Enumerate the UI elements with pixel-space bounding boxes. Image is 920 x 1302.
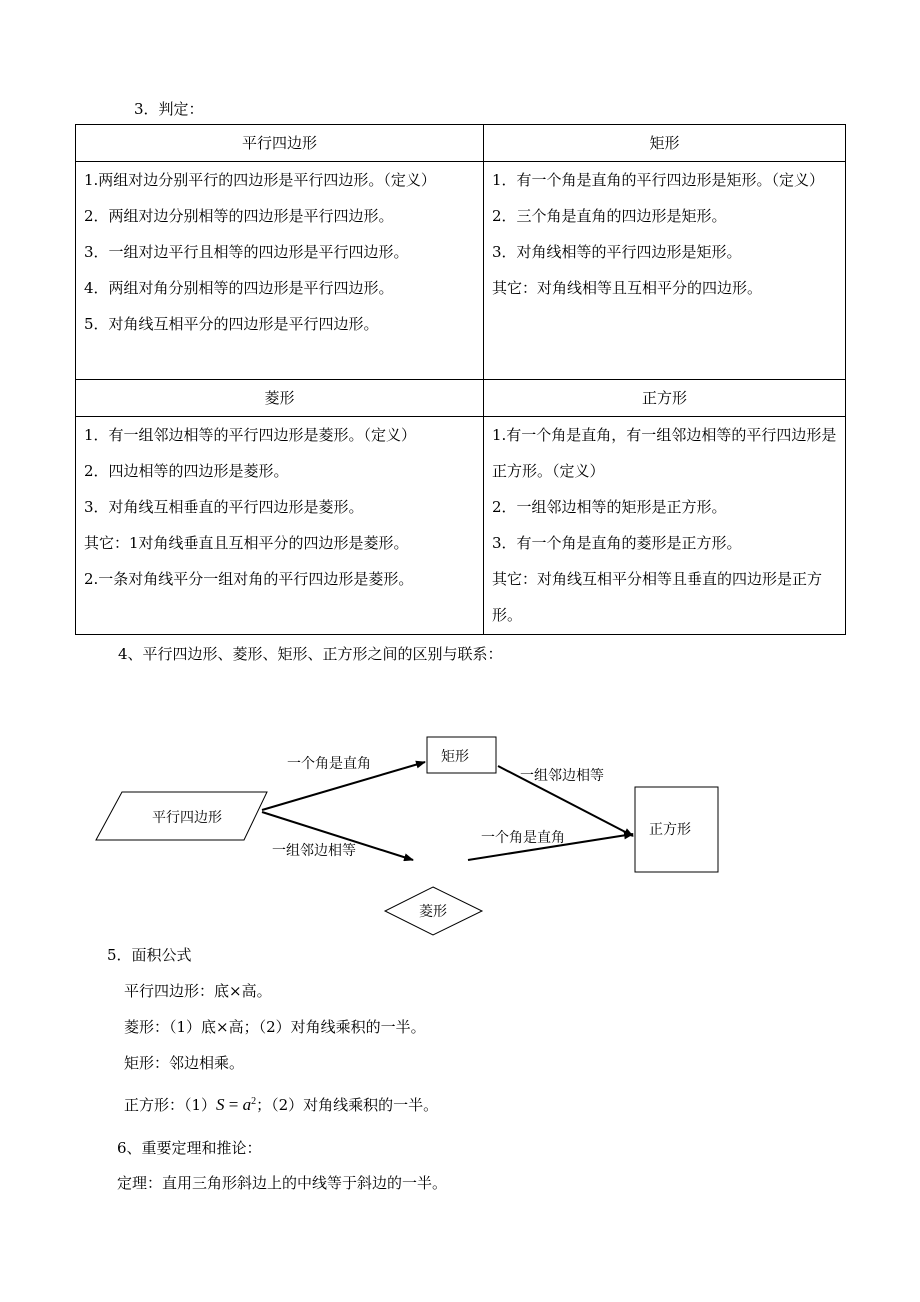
- section-5-title: 5．面积公式: [107, 946, 192, 964]
- square-header: 正方形: [484, 380, 846, 417]
- rectangle-criterion: 其它：对角线相等且互相平分的四边形。: [492, 279, 763, 297]
- rectangle-criterion: 2．三个角是直角的四边形是矩形。: [492, 207, 727, 225]
- formula-equals: =: [224, 1095, 243, 1114]
- parallelogram-criterion: 2．两组对边分别相等的四边形是平行四边形。: [84, 207, 394, 225]
- rhombus-criterion: 1．有一组邻边相等的平行四边形是菱形。（定义）: [84, 426, 417, 444]
- parallelogram-criteria-cell: [76, 162, 484, 380]
- rhombus-criterion: 2．四边相等的四边形是菱形。: [84, 462, 289, 480]
- edge-label-para-to-rect: 一个角是直角: [287, 756, 371, 772]
- edge-label-para-to-rhombus: 一组邻边相等: [272, 843, 356, 859]
- square-criterion: 2．一组邻边相等的矩形是正方形。: [492, 498, 727, 516]
- rectangle-header: 矩形: [484, 125, 846, 162]
- rectangle-criteria-cell: [484, 162, 846, 380]
- relationship-diagram: [0, 700, 920, 945]
- formula-a: a: [242, 1095, 252, 1114]
- area-rectangle: 矩形：邻边相乘。: [124, 1054, 245, 1072]
- theorem-text: 定理：直用三角形斜边上的中线等于斜边的一半。: [117, 1174, 448, 1192]
- section-3-title: 3．判定：: [134, 100, 204, 118]
- rhombus-criterion: 2.一条对角线平分一组对角的平行四边形是菱形。: [84, 570, 414, 588]
- parallelogram-header: 平行四边形: [76, 125, 484, 162]
- square-criterion: 其它：对角线互相平分相等且垂直的四边形是正方形。: [492, 570, 823, 624]
- area-rhombus: 菱形：（1）底×高；（2）对角线乘积的一半。: [124, 1018, 426, 1036]
- edge-label-rect-to-square: 一组邻边相等: [520, 768, 604, 784]
- section-4-title: 4、平行四边形、菱形、矩形、正方形之间的区别与联系：: [118, 645, 503, 663]
- area-square-suffix: ；（2）对角线乘积的一半。: [256, 1096, 439, 1114]
- parallelogram-criterion: 1.两组对边分别平行的四边形是平行四边形。（定义）: [84, 171, 436, 189]
- rhombus-criterion: 3．对角线互相垂直的平行四边形是菱形。: [84, 498, 364, 516]
- area-square-prefix: 正方形：（1）: [124, 1096, 217, 1114]
- parallelogram-criterion: 3．一组对边平行且相等的四边形是平行四边形。: [84, 243, 409, 261]
- area-parallelogram: 平行四边形：底×高。: [124, 982, 272, 1000]
- parallelogram-criterion: 5．对角线互相平分的四边形是平行四边形。: [84, 315, 379, 333]
- section-6-title: 6、重要定理和推论：: [117, 1139, 262, 1157]
- rhombus-node-label: 菱形: [419, 904, 447, 920]
- square-criterion: 3．有一个角是直角的菱形是正方形。: [492, 534, 742, 552]
- square-node-label: 正方形: [649, 822, 691, 838]
- rectangle-node-label: 矩形: [441, 749, 469, 765]
- rhombus-criterion: 其它：1对角线垂直且互相平分的四边形是菱形。: [84, 534, 409, 552]
- parallelogram-node-label: 平行四边形: [152, 810, 222, 826]
- rectangle-criterion: 1．有一个角是直角的平行四边形是矩形。（定义）: [492, 171, 825, 189]
- parallelogram-criterion: 4．两组对角分别相等的四边形是平行四边形。: [84, 279, 394, 297]
- formula-s: S: [216, 1095, 225, 1114]
- rectangle-criterion: 3．对角线相等的平行四边形是矩形。: [492, 243, 742, 261]
- area-square: [124, 1094, 438, 1115]
- square-criteria-cell: [484, 417, 846, 635]
- rhombus-criteria-cell: [76, 417, 484, 635]
- rhombus-header: 菱形: [76, 380, 484, 417]
- formula-exponent: 2: [251, 1096, 257, 1107]
- criteria-table: [75, 124, 846, 635]
- square-criterion: 1.有一个角是直角，有一组邻边相等的平行四边形是正方形。（定义）: [492, 426, 837, 480]
- edge-label-rhombus-to-square: 一个角是直角: [481, 830, 565, 846]
